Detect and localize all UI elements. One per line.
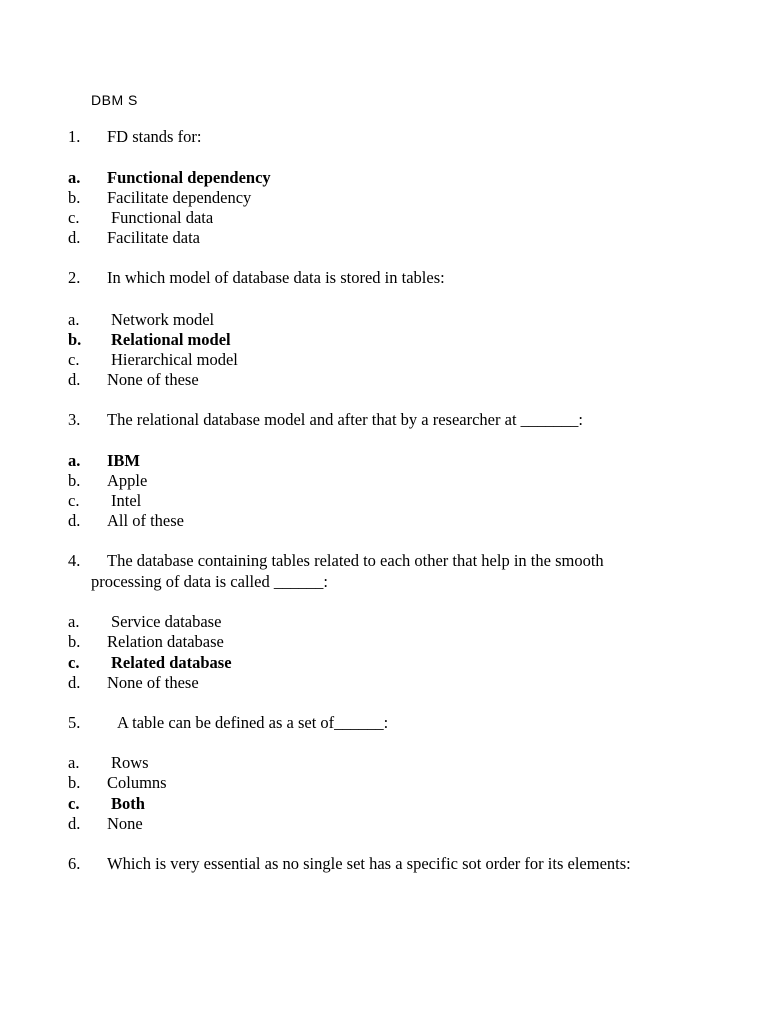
question-text-continued: processing of data is called ______: [91,572,328,591]
question-text: The relational database model and after that by a researcher at _______: [107,410,583,429]
option-text: None [107,814,143,833]
option-letter: c. [68,653,80,672]
option-text: Facilitate data [107,228,200,247]
option-text: Functional dependency [107,168,271,187]
option-letter: d. [68,673,81,692]
question-number: 5. [68,713,81,732]
option-letter: a. [68,168,81,187]
option-letter: a. [68,451,81,470]
option-letter: b. [68,330,82,349]
option-letter: c. [68,794,80,813]
option-letter: b. [68,773,81,792]
option-text: Facilitate dependency [107,188,252,207]
question-text: In which model of database data is stored in tables: [107,268,445,287]
question-number: 2. [68,268,81,287]
option-text: Network model [111,310,215,329]
question-text: The database containing tables related to each other that help in the smooth [107,551,604,570]
option-text: Apple [107,471,148,490]
option-text: Relation database [107,632,224,651]
option-text: Rows [111,753,149,772]
question-number: 1. [68,127,81,146]
option-letter: a. [68,753,80,772]
option-text: None of these [107,673,199,692]
option-letter: b. [68,471,81,490]
option-letter: b. [68,188,81,207]
option-letter: d. [68,814,81,833]
option-letter: c. [68,350,80,369]
option-text: IBM [107,451,140,470]
option-text: Intel [111,491,142,510]
question-number: 6. [68,854,81,873]
option-text: Functional data [111,208,214,227]
question-text: Which is very essential as no single set has a specific sot order for its elements: [107,854,631,873]
option-letter: d. [68,228,81,247]
question-text: A table can be defined as a set of______: [117,713,389,732]
question-number: 4. [68,551,81,570]
option-text: Service database [111,612,222,631]
question-text: FD stands for: [107,127,202,146]
option-letter: a. [68,310,80,329]
question-number: 3. [68,410,81,429]
option-letter: a. [68,612,80,631]
option-text: Relational model [111,330,231,349]
option-letter: b. [68,632,81,651]
option-text: Hierarchical model [111,350,238,369]
option-letter: d. [68,511,81,530]
option-text: Columns [107,773,167,792]
option-text: All of these [107,511,184,530]
option-text: None of these [107,370,199,389]
document-title: DBM S [91,92,138,108]
option-letter: c. [68,491,80,510]
option-letter: c. [68,208,80,227]
option-text: Related database [111,653,232,672]
option-text: Both [111,794,145,813]
option-letter: d. [68,370,81,389]
